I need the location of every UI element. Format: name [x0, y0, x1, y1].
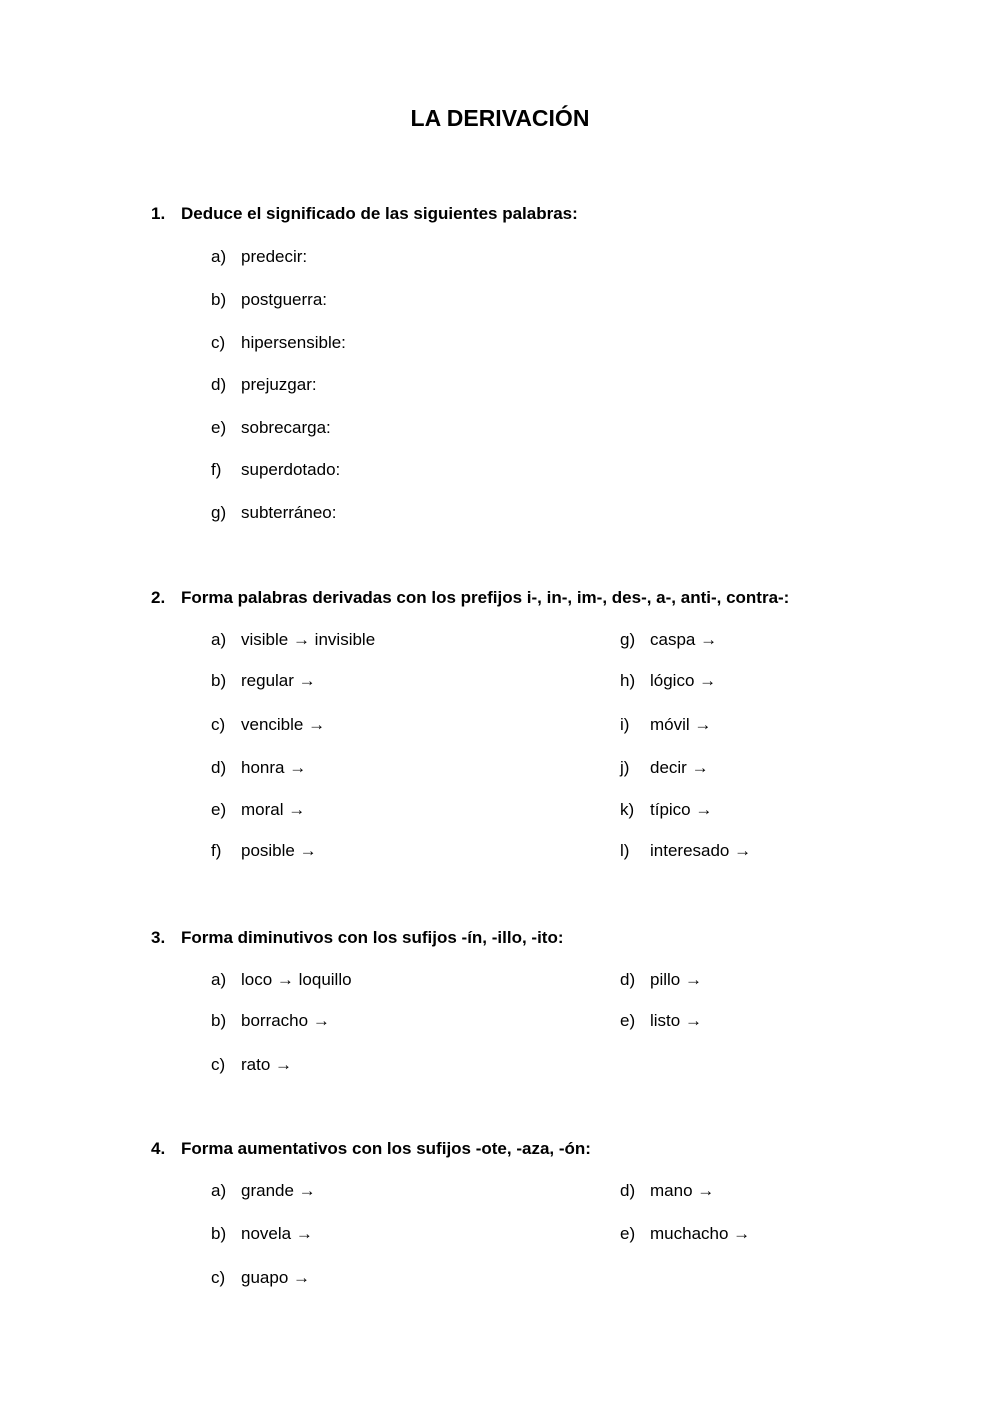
- item-text: loco → loquillo: [241, 970, 352, 989]
- item-text: lógico →: [650, 671, 717, 690]
- item-text: móvil →: [650, 715, 712, 734]
- item-label: e): [620, 1011, 636, 1030]
- item-text: muchacho →: [650, 1224, 751, 1243]
- item-label: a): [211, 1181, 227, 1200]
- list-item: [620, 629, 717, 651]
- item-label: e): [211, 418, 227, 437]
- list-item: [211, 417, 331, 439]
- item-label: a): [211, 247, 227, 266]
- list-item: [211, 1267, 310, 1289]
- item-text: grande →: [241, 1181, 316, 1200]
- item-label: g): [211, 503, 227, 522]
- item-text: honra →: [241, 758, 307, 777]
- list-item: [620, 799, 712, 821]
- item-label: d): [211, 375, 227, 394]
- question-4-heading: [151, 1138, 591, 1160]
- item-label: b): [211, 671, 227, 690]
- item-label: g): [620, 630, 636, 649]
- item-label: l): [620, 841, 630, 860]
- item-label: a): [211, 630, 227, 649]
- list-item: [211, 1223, 313, 1245]
- item-text: vencible →: [241, 715, 326, 734]
- list-item: [620, 1010, 702, 1032]
- list-item: [620, 1180, 714, 1202]
- list-item: [211, 1010, 330, 1032]
- item-text: rato →: [241, 1055, 293, 1074]
- list-item: [211, 840, 317, 862]
- item-text: interesado →: [650, 841, 752, 860]
- item-text: visible → invisible: [241, 630, 376, 649]
- item-text: predecir:: [241, 247, 308, 266]
- question-number: 1.: [151, 204, 166, 223]
- list-item: [211, 1180, 316, 1202]
- item-text: novela →: [241, 1224, 313, 1243]
- item-label: e): [211, 800, 227, 819]
- item-text: caspa →: [650, 630, 718, 649]
- item-text: posible →: [241, 841, 317, 860]
- list-item: [211, 1054, 292, 1076]
- item-label: b): [211, 1224, 227, 1243]
- list-item: [211, 289, 327, 311]
- item-text: mano →: [650, 1181, 715, 1200]
- question-prompt: Forma aumentativos con los sufijos -ote, -aza, -ón:: [181, 1139, 591, 1158]
- list-item: [620, 969, 702, 991]
- item-text: moral →: [241, 800, 306, 819]
- item-text: guapo →: [241, 1268, 310, 1287]
- item-label: e): [620, 1224, 636, 1243]
- list-item: [211, 246, 307, 268]
- item-label: j): [620, 758, 630, 777]
- item-label: i): [620, 715, 630, 734]
- list-item: [620, 840, 751, 862]
- item-text: pillo →: [650, 970, 702, 989]
- question-2-heading: [151, 587, 789, 609]
- list-item: [211, 799, 305, 821]
- item-text: borracho →: [241, 1011, 330, 1030]
- list-item: [620, 757, 709, 779]
- list-item: [211, 757, 306, 779]
- item-label: c): [211, 1268, 226, 1287]
- list-item: [211, 670, 316, 692]
- item-text: postguerra:: [241, 290, 327, 309]
- item-label: k): [620, 800, 635, 819]
- item-label: h): [620, 671, 636, 690]
- list-item: [211, 714, 325, 736]
- item-label: b): [211, 1011, 227, 1030]
- list-item: [211, 629, 375, 651]
- item-text: regular →: [241, 671, 316, 690]
- list-item: [211, 374, 317, 396]
- item-label: c): [211, 1055, 226, 1074]
- item-text: prejuzgar:: [241, 375, 317, 394]
- question-number: 3.: [151, 928, 166, 947]
- list-item: [620, 714, 711, 736]
- list-item: [211, 502, 336, 524]
- item-text: típico →: [650, 800, 713, 819]
- list-item: [211, 332, 346, 354]
- item-text: decir →: [650, 758, 709, 777]
- question-1-heading: [151, 203, 578, 225]
- item-text: listo →: [650, 1011, 702, 1030]
- item-label: d): [620, 1181, 636, 1200]
- list-item: [211, 459, 340, 481]
- item-label: d): [211, 758, 227, 777]
- question-prompt: Forma diminutivos con los sufijos -ín, -illo, -ito:: [181, 928, 564, 947]
- item-text: hipersensible:: [241, 333, 346, 352]
- item-text: sobrecarga:: [241, 418, 331, 437]
- item-label: f): [211, 460, 222, 479]
- question-prompt: Forma palabras derivadas con los prefijos i-, in-, im-, des-, a-, anti-, contra-:: [181, 588, 790, 607]
- page-title: LA DERIVACIÓN: [410, 105, 590, 131]
- item-text: superdotado:: [241, 460, 341, 479]
- item-label: f): [211, 841, 222, 860]
- item-label: b): [211, 290, 227, 309]
- list-item: [211, 969, 352, 991]
- item-label: a): [211, 970, 227, 989]
- list-item: [620, 670, 716, 692]
- item-label: c): [211, 715, 226, 734]
- item-label: d): [620, 970, 636, 989]
- list-item: [620, 1223, 750, 1245]
- question-number: 2.: [151, 588, 166, 607]
- question-3-heading: [151, 927, 564, 949]
- question-number: 4.: [151, 1139, 166, 1158]
- item-text: subterráneo:: [241, 503, 337, 522]
- question-prompt: Deduce el significado de las siguientes palabras:: [181, 204, 578, 223]
- item-label: c): [211, 333, 226, 352]
